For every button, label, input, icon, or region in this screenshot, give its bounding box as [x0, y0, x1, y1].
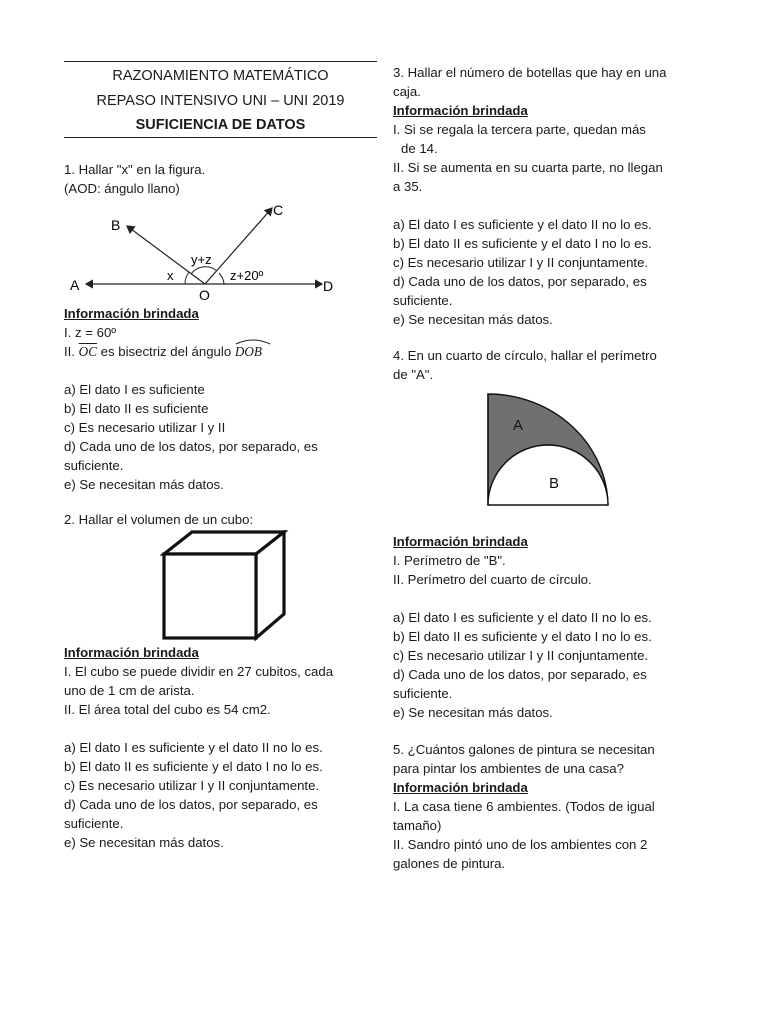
question-5 — [393, 740, 713, 873]
q5-info-title: Información brindada — [393, 780, 528, 795]
q2-cube-figure — [160, 530, 290, 642]
q3-option-a: a) El dato I es suficiente y el dato II no lo es. — [393, 217, 652, 232]
q1-option-e: e) Se necesitan más datos. — [64, 477, 224, 492]
q1-label-o: O — [199, 287, 210, 303]
q2-info-i-cont: uno de 1 cm de arista. — [64, 683, 195, 698]
q3-info-ii: II. Si se aumenta en su cuarta parte, no llegan — [393, 160, 663, 175]
q2-info-i: I. El cubo se puede dividir en 27 cubitos, cada — [64, 664, 334, 679]
q4-stem: 4. En un cuarto de círculo, hallar el perímetro — [393, 348, 657, 363]
q3-option-b: b) El dato II es suficiente y el dato I no lo es. — [393, 236, 652, 251]
q2-info-title: Información brindada — [64, 645, 199, 660]
q1-info-ii — [64, 342, 379, 361]
q1-info-ii-text: es bisectriz del ángulo — [100, 344, 232, 359]
q3-stem: 3. Hallar el número de botellas que hay en una — [393, 65, 667, 80]
q1-info-ii-prefix: II. — [64, 344, 75, 359]
q4-option-d-cont: suficiente. — [393, 686, 453, 701]
q2-info-block — [64, 643, 379, 852]
q1-label-c: C — [273, 202, 284, 218]
q2-option-d: d) Cada uno de los datos, por separado, es — [64, 797, 318, 812]
q4-quarter-circle-figure — [484, 392, 614, 508]
q4-info-block — [393, 532, 713, 722]
q3-info-ii-cont: a 35. — [393, 179, 423, 194]
q2-info-ii: II. El área total del cubo es 54 cm2. — [64, 702, 271, 717]
q3-option-d: d) Cada uno de los datos, por separado, es — [393, 274, 647, 289]
q1-label-b: B — [111, 217, 121, 233]
q1-angle-figure — [64, 196, 354, 304]
q2-option-b: b) El dato II es suficiente y el dato I no lo es. — [64, 759, 323, 774]
q1-label-a: A — [70, 277, 80, 293]
q1-segment-oc: $\overline{OC}$ — [78, 344, 97, 359]
header-subject: RAZONAMIENTO MATEMÁTICO — [112, 68, 329, 84]
q1-info-title: Información brindada — [64, 306, 199, 321]
header-topic: SUFICIENCIA DE DATOS — [135, 117, 306, 133]
q3-option-d-cont: suficiente. — [393, 293, 453, 308]
q3-option-c: c) Es necesario utilizar I y II conjuntamente. — [393, 255, 649, 270]
q1-stem: 1. Hallar "x" en la figura. — [64, 162, 206, 177]
document-header — [64, 64, 377, 138]
q3-info-i: I. Si se regala la tercera parte, quedan más — [393, 122, 646, 137]
q4-stem-cont: de "A". — [393, 367, 434, 382]
question-1 — [64, 160, 379, 198]
q1-angle-dob — [235, 342, 262, 361]
q1-label-yz: y+z — [191, 252, 212, 267]
q4-option-a: a) El dato I es suficiente y el dato II no lo es. — [393, 610, 652, 625]
q3-stem-cont: caja. — [393, 84, 421, 99]
q5-stem: 5. ¿Cuántos galones de pintura se necesitan — [393, 742, 655, 757]
q4-label-b: B — [549, 475, 560, 492]
header-top-rule — [64, 61, 377, 62]
q2-option-e: e) Se necesitan más datos. — [64, 835, 224, 850]
q4-info-ii: II. Perímetro del cuarto de círculo. — [393, 572, 592, 587]
question-2 — [64, 510, 379, 529]
q2-stem: 2. Hallar el volumen de un cubo: — [64, 512, 254, 527]
q3-option-e: e) Se necesitan más datos. — [393, 312, 553, 327]
q5-info-i: I. La casa tiene 6 ambientes. (Todos de igual — [393, 799, 655, 814]
q1-angle-hat — [235, 337, 271, 345]
q5-stem-cont: para pintar los ambientes de una casa? — [393, 761, 624, 776]
q4-option-d: d) Cada uno de los datos, por separado, es — [393, 667, 647, 682]
q4-option-e: e) Se necesitan más datos. — [393, 705, 553, 720]
q1-label-x: x — [167, 268, 174, 283]
q1-option-c: c) Es necesario utilizar I y II — [64, 420, 226, 435]
q2-option-a: a) El dato I es suficiente y el dato II no lo es. — [64, 740, 323, 755]
q1-option-d: d) Cada uno de los datos, por separado, es — [64, 439, 318, 454]
q2-option-c: c) Es necesario utilizar I y II conjuntamente. — [64, 778, 320, 793]
q1-arc-x — [185, 272, 189, 284]
q1-option-a: a) El dato I es suficiente — [64, 382, 205, 397]
q1-label-d: D — [323, 278, 334, 294]
q1-stem-note: (AOD: ángulo llano) — [64, 181, 180, 196]
q4-info-title: Información brindada — [393, 534, 528, 549]
q4-label-a: A — [513, 417, 524, 434]
q4-info-i: I. Perímetro de "B". — [393, 553, 506, 568]
q1-arc-z20 — [219, 273, 224, 284]
q4-option-c: c) Es necesario utilizar I y II conjuntamente. — [393, 648, 649, 663]
q3-info-title: Información brindada — [393, 103, 528, 118]
question-3 — [393, 63, 713, 329]
q2-option-d-cont: suficiente. — [64, 816, 124, 831]
q1-arc-yz — [191, 267, 217, 274]
q1-angle-dob-text: DOB — [234, 344, 262, 359]
q1-label-z20: z+20º — [230, 268, 264, 283]
q1-info-block — [64, 304, 379, 494]
q1-option-b: b) El dato II es suficiente — [64, 401, 209, 416]
q4-option-b: b) El dato II es suficiente y el dato I no lo es. — [393, 629, 652, 644]
header-bottom-rule — [64, 137, 377, 138]
header-course: REPASO INTENSIVO UNI – UNI 2019 — [96, 92, 345, 109]
question-4 — [393, 346, 713, 384]
q1-info-i: I. z = 60º — [64, 325, 117, 340]
q5-info-i-cont: tamaño) — [393, 818, 442, 833]
q3-info-i-cont: de 14. — [401, 141, 438, 156]
q1-option-d-cont: suficiente. — [64, 458, 124, 473]
q5-info-ii: II. Sandro pintó uno de los ambientes con 2 — [393, 837, 648, 852]
q5-info-ii-cont: galones de pintura. — [393, 856, 506, 871]
